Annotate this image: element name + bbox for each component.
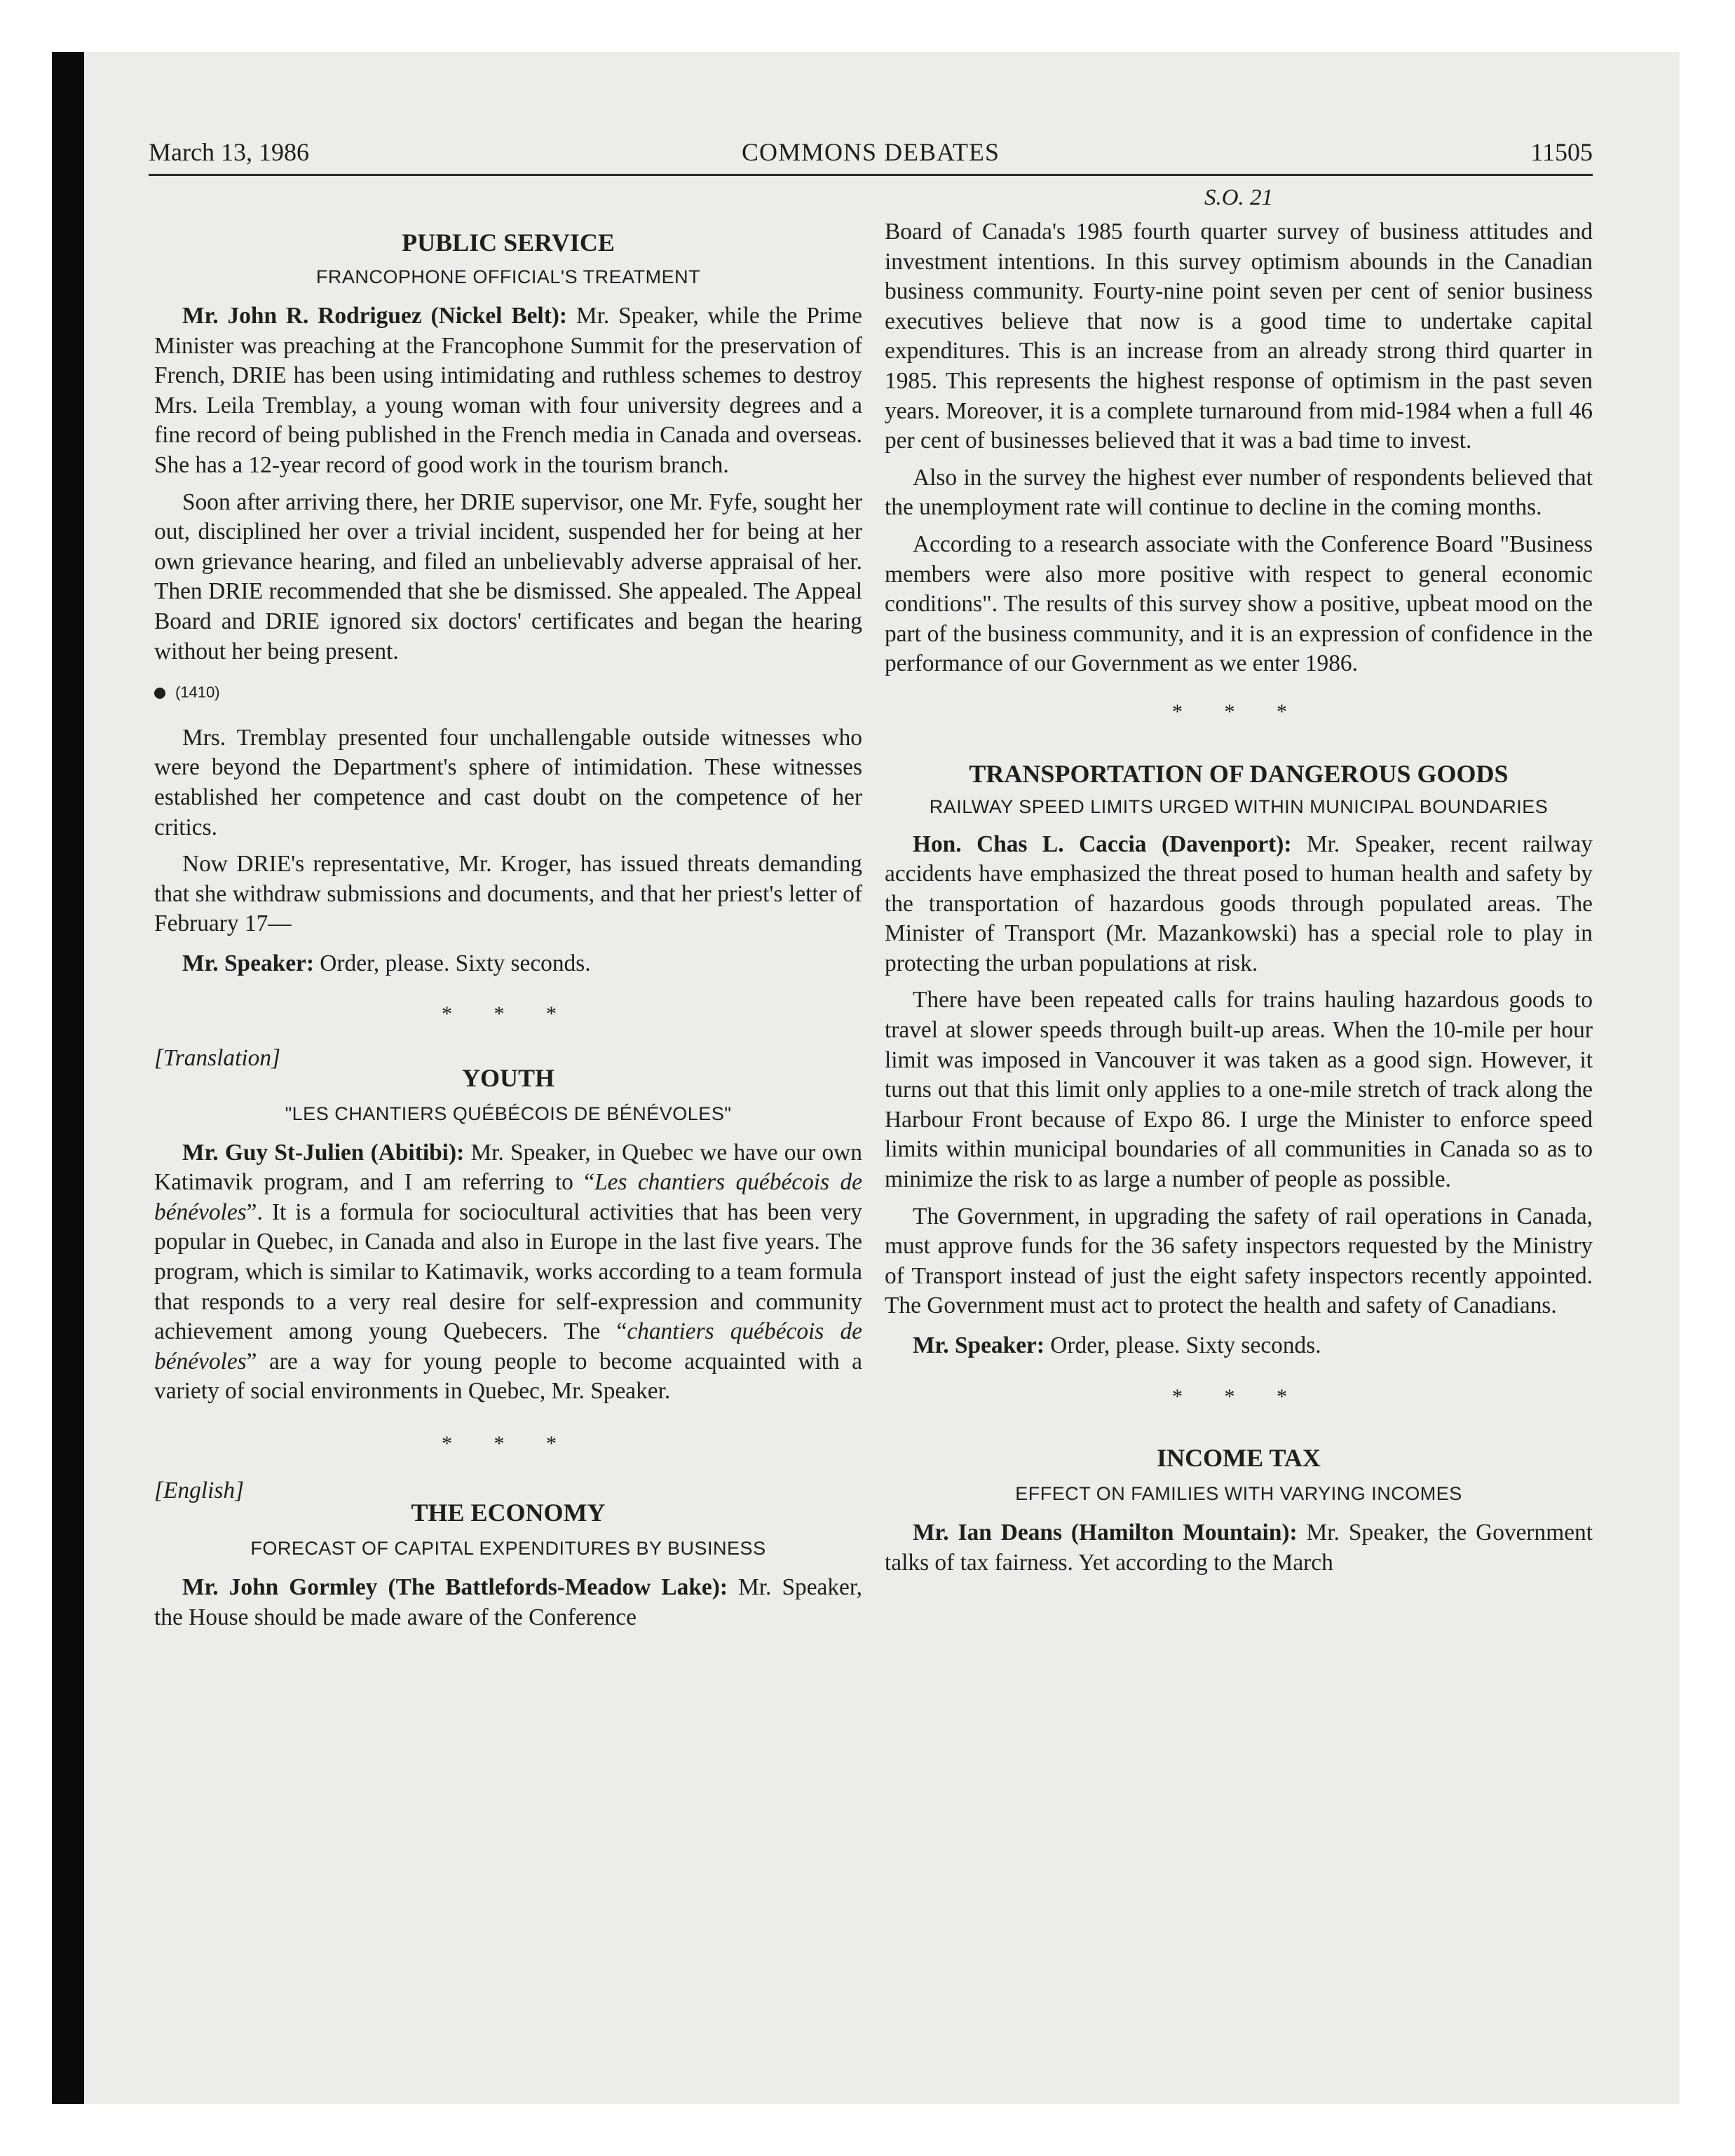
speech-text: ” are a way for young people to become acquainted with a variety of social environments in Quebec, Mr. Speaker. [154, 1348, 862, 1405]
header-page-number: 11505 [1530, 138, 1593, 166]
speech-text: Order, please. Sixty seconds. [1044, 1332, 1321, 1358]
speech-text: Mr. Speaker, in Quebec we have our own Katimavik program, and I am referring to “ [154, 1139, 862, 1196]
language-note-translation: [Translation] [154, 1045, 281, 1072]
speaker-name: Mr. Speaker: [913, 1332, 1045, 1358]
section-separator: * * * [1172, 700, 1305, 723]
speaker-name: Mr. Ian Deans (Hamilton Mountain): [913, 1520, 1298, 1546]
section-separator: * * * [1172, 1384, 1305, 1408]
speaker-name: Mr. John R. Rodriguez (Nickel Belt): [182, 303, 568, 329]
speaker-name: Mr. Speaker: [182, 950, 314, 976]
time-marker [154, 678, 862, 708]
paragraph [154, 1138, 862, 1407]
paragraph: Mrs. Tremblay presented four unchallengable outside witnesses who were beyond the Department's sphere of intimidation. These witnesses established her competence and cast doubt on the competence of her critics. [154, 724, 862, 840]
section-subheading-francophone: FRANCOPHONE OFFICIAL'S TREATMENT [315, 266, 701, 287]
paragraph: Also in the survey the highest ever number of respondents believed that the unemployment rate will continue to decline in the coming months. [885, 464, 1593, 521]
paragraph [154, 949, 862, 979]
speaker-name: Mr. Guy St-Julien (Abitibi): [182, 1139, 465, 1166]
section-separator: * * * [442, 1002, 575, 1026]
speaker-name: Hon. Chas L. Caccia (Davenport): [913, 831, 1292, 857]
bullet-icon [154, 688, 165, 699]
section-heading-public-service: PUBLIC SERVICE [402, 228, 615, 257]
paragraph: Soon after arriving there, her DRIE supervisor, one Mr. Fyfe, sought her out, disciplined her over a trivial incident, suspended her for being at her own grievance hearing, and filed an unbelievably adverse appraisal of her. Then DRIE recommended that she be dismissed. She appealed. The Appeal Board and DRIE ignored six doctors' certificates and began the hearing without her being present. [154, 489, 862, 664]
paragraph: According to a research associate with the Conference Board "Business members were also more positive with respect to general economic conditions". The results of this survey show a positive, upbeat mood on the part of the business community, and it is an expression of confidence in the performance of our Government as we enter 1986. [885, 531, 1593, 677]
section-heading-income-tax: INCOME TAX [1157, 1444, 1321, 1473]
section-subheading-families: EFFECT ON FAMILIES WITH VARYING INCOMES [1015, 1483, 1462, 1505]
section-subheading-railway: RAILWAY SPEED LIMITS URGED WITHIN MUNICIPAL BOUNDARIES [929, 796, 1549, 817]
paragraph [154, 301, 862, 481]
speech-text: Mr. Speaker, the Government talks of tax fairness. Yet according to the March [885, 1520, 1593, 1576]
paragraph: Now DRIE's representative, Mr. Kroger, has issued threats demanding that she withdraw submissions and documents, and that her priest's letter of February 17— [154, 851, 862, 937]
speech-text: Mr. Speaker, recent railway accidents have emphasized the threat posed to human health and safety by the transportation of hazardous goods through populated areas. The Minister of Transport (Mr. Mazankowski) has a special role to play in protecting the urban populations at risk. [885, 831, 1593, 976]
language-note-english: [English] [154, 1477, 245, 1503]
section-heading-economy: THE ECONOMY [411, 1499, 606, 1527]
scan-binding-edge [52, 52, 84, 2104]
speech-text: Mr. Speaker, while the Prime Minister was preaching at the Francophone Summit for the preservation of French, DRIE has been using intimidating and ruthless schemes to destroy Mrs. Leila Tremblay, a young woman with four university degrees and a fine record of being published in the French media in Canada and overseas. She has a 12-year record of good work in the tourism branch. [154, 303, 862, 478]
header-publication: COMMONS DEBATES [741, 138, 1000, 166]
left-column [154, 184, 862, 1632]
section-heading-dangerous-goods: TRANSPORTATION OF DANGEROUS GOODS [969, 759, 1509, 788]
right-column [885, 184, 1593, 1578]
speech-text: Order, please. Sixty seconds. [313, 950, 591, 976]
section-subheading-chantiers: "LES CHANTIERS QUÉBÉCOIS DE BÉNÉVOLES" [285, 1103, 732, 1124]
section-heading-youth: YOUTH [461, 1063, 554, 1092]
speech-text: Mr. Speaker, the House should be made aware of the Conference [154, 1574, 862, 1630]
running-header [149, 137, 1593, 176]
header-date: March 13, 1986 [149, 138, 309, 166]
section-subheading-forecast: FORECAST OF CAPITAL EXPENDITURES BY BUSINESS [250, 1538, 766, 1560]
paragraph: There have been repeated calls for trains hauling hazardous goods to travel at slower speeds through built-up areas. When the 10-mile per hour limit was imposed in Vancouver it was taken as a good sign. However, it turns out that this limit only applies to a one-mile stretch of track along the Harbour Front because of Expo 86. I urge the Minister to enforce speed limits within municipal boundaries of all communities in Canada so as to minimize the risk to as large a number of people as possible. [885, 987, 1593, 1193]
paragraph [885, 1518, 1593, 1578]
paragraph: Board of Canada's 1985 fourth quarter survey of business attitudes and investment intentions. In this survey optimism abounds in the Canadian business community. Fourty-nine point seven per cent of senior business executives believe that now is a good time to undertake capital expenditures. This is an increase from an already strong third quarter in 1985. This represents the highest response of optimism in the past seven years. Moreover, it is a complete turnaround from mid-1984 when a full 46 per cent of businesses believed that it was a bad time to invest. [885, 219, 1593, 454]
paragraph [885, 1331, 1593, 1361]
italic-term: chantiers québécois de bénévoles [154, 1318, 862, 1374]
paragraph: The Government, in upgrading the safety of rail operations in Canada, must approve funds for the 36 safety inspectors requested by the Ministry of Transport instead of just the eight safety inspectors recently appointed. The Government must act to protect the health and safety of Canadians. [885, 1203, 1593, 1319]
speaker-name: Mr. John Gormley (The Battlefords-Meadow Lake): [182, 1574, 728, 1601]
paragraph [154, 1573, 862, 1632]
paragraph [885, 830, 1593, 979]
standing-order-label: S.O. 21 [1204, 185, 1274, 210]
time-marker-text: (1410) [175, 683, 220, 702]
italic-term: Les chantiers québécois de bénévoles [154, 1169, 862, 1225]
speech-text: ”. It is a formula for sociocultural activities that has been very popular in Quebec, in Canada and also in Europe in the last five years. The program, which is similar to Katimavik, works according to a team formula that responds to a very real desire for self-expression and community achievement among young Quebecers. The “ [154, 1199, 862, 1345]
section-separator: * * * [442, 1432, 575, 1455]
